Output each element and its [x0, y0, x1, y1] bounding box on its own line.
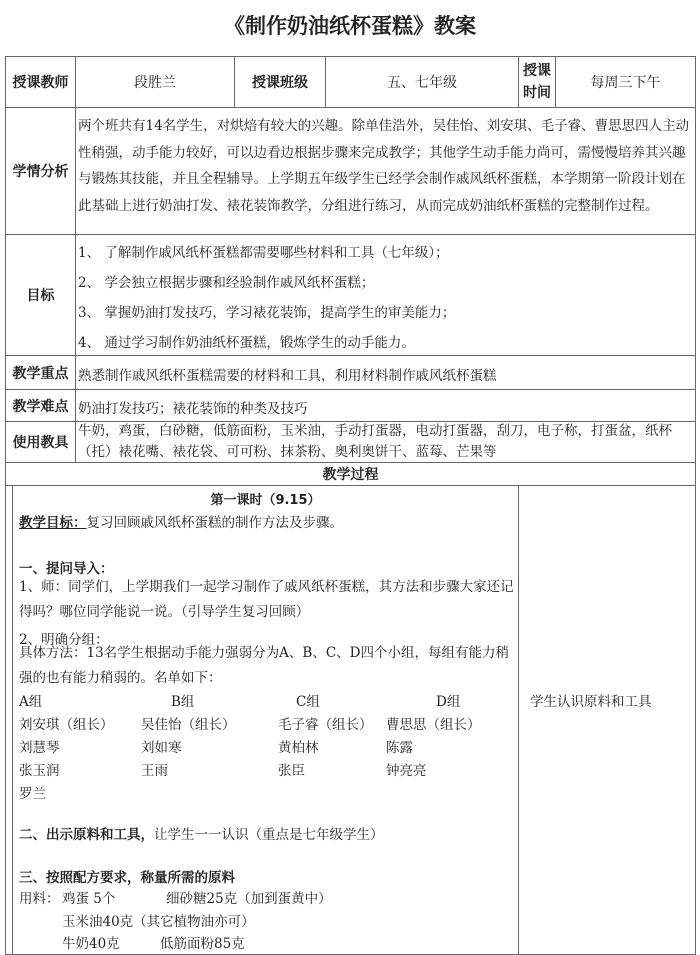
page-title: 《制作奶油纸杯蛋糕》教案: [224, 14, 476, 38]
teacher-value: 段胜兰: [134, 75, 176, 91]
section-1-title: 一、提问导入：: [19, 561, 114, 577]
time-value: 每周三下午: [590, 75, 661, 91]
goals-label: 目标: [26, 288, 55, 304]
group-d-member: 陈露: [386, 740, 413, 756]
group-a-name: A组: [19, 694, 43, 710]
difficulties-label: 教学难点: [12, 398, 69, 415]
group-d-member: 钟亮亮: [386, 763, 427, 779]
objective-text: 复习回顾戚风纸杯蛋糕的制作方法及步骤。: [86, 515, 343, 531]
difficulties-text: 奶油打发技巧；裱花装饰的种类及技巧: [78, 401, 308, 417]
section-2-text: 让学生一一认识（重点是七年级学生）: [154, 827, 384, 843]
group-a-member: 张玉润: [19, 763, 60, 779]
keypoints-label: 教学重点: [12, 365, 69, 382]
group-c-member: 张臣: [278, 763, 305, 779]
section-2: [19, 823, 384, 843]
group-b-member: 王雨: [141, 763, 168, 779]
analysis-label: 学情分析: [12, 164, 69, 180]
group-a-member: 罗兰: [19, 786, 46, 802]
goal-4: 4、 通过学习制作奶油纸杯蛋糕，锻炼学生的动手能力。: [78, 335, 415, 351]
lesson-title: 第一课时（9.15）: [210, 493, 321, 508]
goal-2: 2、 学会独立根据步骤和经验制作戚风纸杯蛋糕；: [78, 275, 375, 291]
ingredient: 鸡蛋 5个: [62, 891, 116, 907]
group-c-member: 毛子睿（组长）: [278, 717, 373, 733]
teacher-label: 授课教师: [12, 75, 69, 91]
ingredient: 牛奶40克: [62, 936, 120, 952]
ingredient: 低筋面粉85克: [160, 936, 245, 952]
time-label: 授课时间: [523, 63, 551, 101]
section-3-title: 三、按照配方要求，称量所需的原料: [19, 870, 235, 886]
section-1-p1: 1、师：同学们，上学期我们一起学习制作了戚风纸杯蛋糕，其方法和步骤大家还记得吗？哪位同学能说一说。（引导学生复习回顾）: [19, 579, 514, 620]
class-value: 五、七年级: [387, 75, 457, 91]
section-1-p2: 2、明确分组：: [19, 632, 109, 648]
group-a-member: 刘安琪（组长）: [19, 717, 114, 733]
section-1-p3: 具体方法：13名学生根据动手能力强弱分为A、B、C、D四个小组，每组有能力稍强的也有能力稍弱的。名单如下：: [19, 645, 510, 686]
group-d-member: 曹思思（组长）: [386, 717, 481, 733]
group-b-member: 吴佳怡（组长）: [141, 717, 236, 733]
process-label: 教学过程: [322, 467, 379, 483]
group-c-member: 黄柏林: [278, 740, 319, 756]
goal-3: 3、 掌握奶油打发技巧，学习裱花装饰，提高学生的审美能力；: [78, 305, 456, 321]
ingredient: 细砂糖25克（加到蛋黄中）: [166, 891, 332, 907]
section-2-title: 二、出示原料和工具，: [19, 827, 154, 843]
objective-label: 教学目标：: [19, 515, 87, 531]
group-b-member: 刘如寒: [141, 740, 182, 756]
goal-1: 1、 了解制作戚风纸杯蛋糕都需要哪些材料和工具（七年级）；: [78, 245, 449, 261]
group-b-name: B组: [171, 694, 195, 710]
keypoints-text: 熟悉制作戚风纸杯蛋糕需要的材料和工具，利用材料制作戚风纸杯蛋糕: [78, 368, 497, 384]
tools-text: 牛奶，鸡蛋，白砂糖，低筋面粉，玉米油，手动打蛋器，电动打蛋器，刮刀，电子称，打蛋盆，纸杯（托）裱花嘴、裱花袋、可可粉、抹茶粉、奥利奥饼干、蓝莓、芒果等: [78, 423, 672, 460]
group-c-name: C组: [296, 694, 320, 710]
class-label: 授课班级: [252, 75, 308, 91]
student-activity: 学生认识原料和工具: [530, 694, 652, 710]
ingredient: 玉米油40克（其它植物油亦可）: [62, 914, 255, 930]
tools-label: 使用教具: [12, 435, 69, 451]
objective: [19, 511, 343, 531]
analysis-text: 两个班共有14名学生，对烘焙有较大的兴趣。除单佳浩外，吴佳怡、刘安琪、毛子睿、曹思思四人主动性稍强，动手能力较好，可以边看边根据步骤来完成教学；其他学生动手能力尚可，需慢慢培养其兴趣与锻炼其技能，并且全程辅导。上学期五年级学生已经学会制作戚风纸杯蛋糕，本学期第一阶段计划在此基础上进行奶油打发、裱花装饰教学，分组进行练习，从而完成奶油纸杯蛋糕的完整制作过程。: [78, 118, 690, 214]
group-a-member: 刘慧琴: [19, 740, 60, 756]
ingredients-label: 用料：: [19, 891, 60, 907]
group-d-name: D组: [436, 694, 461, 710]
